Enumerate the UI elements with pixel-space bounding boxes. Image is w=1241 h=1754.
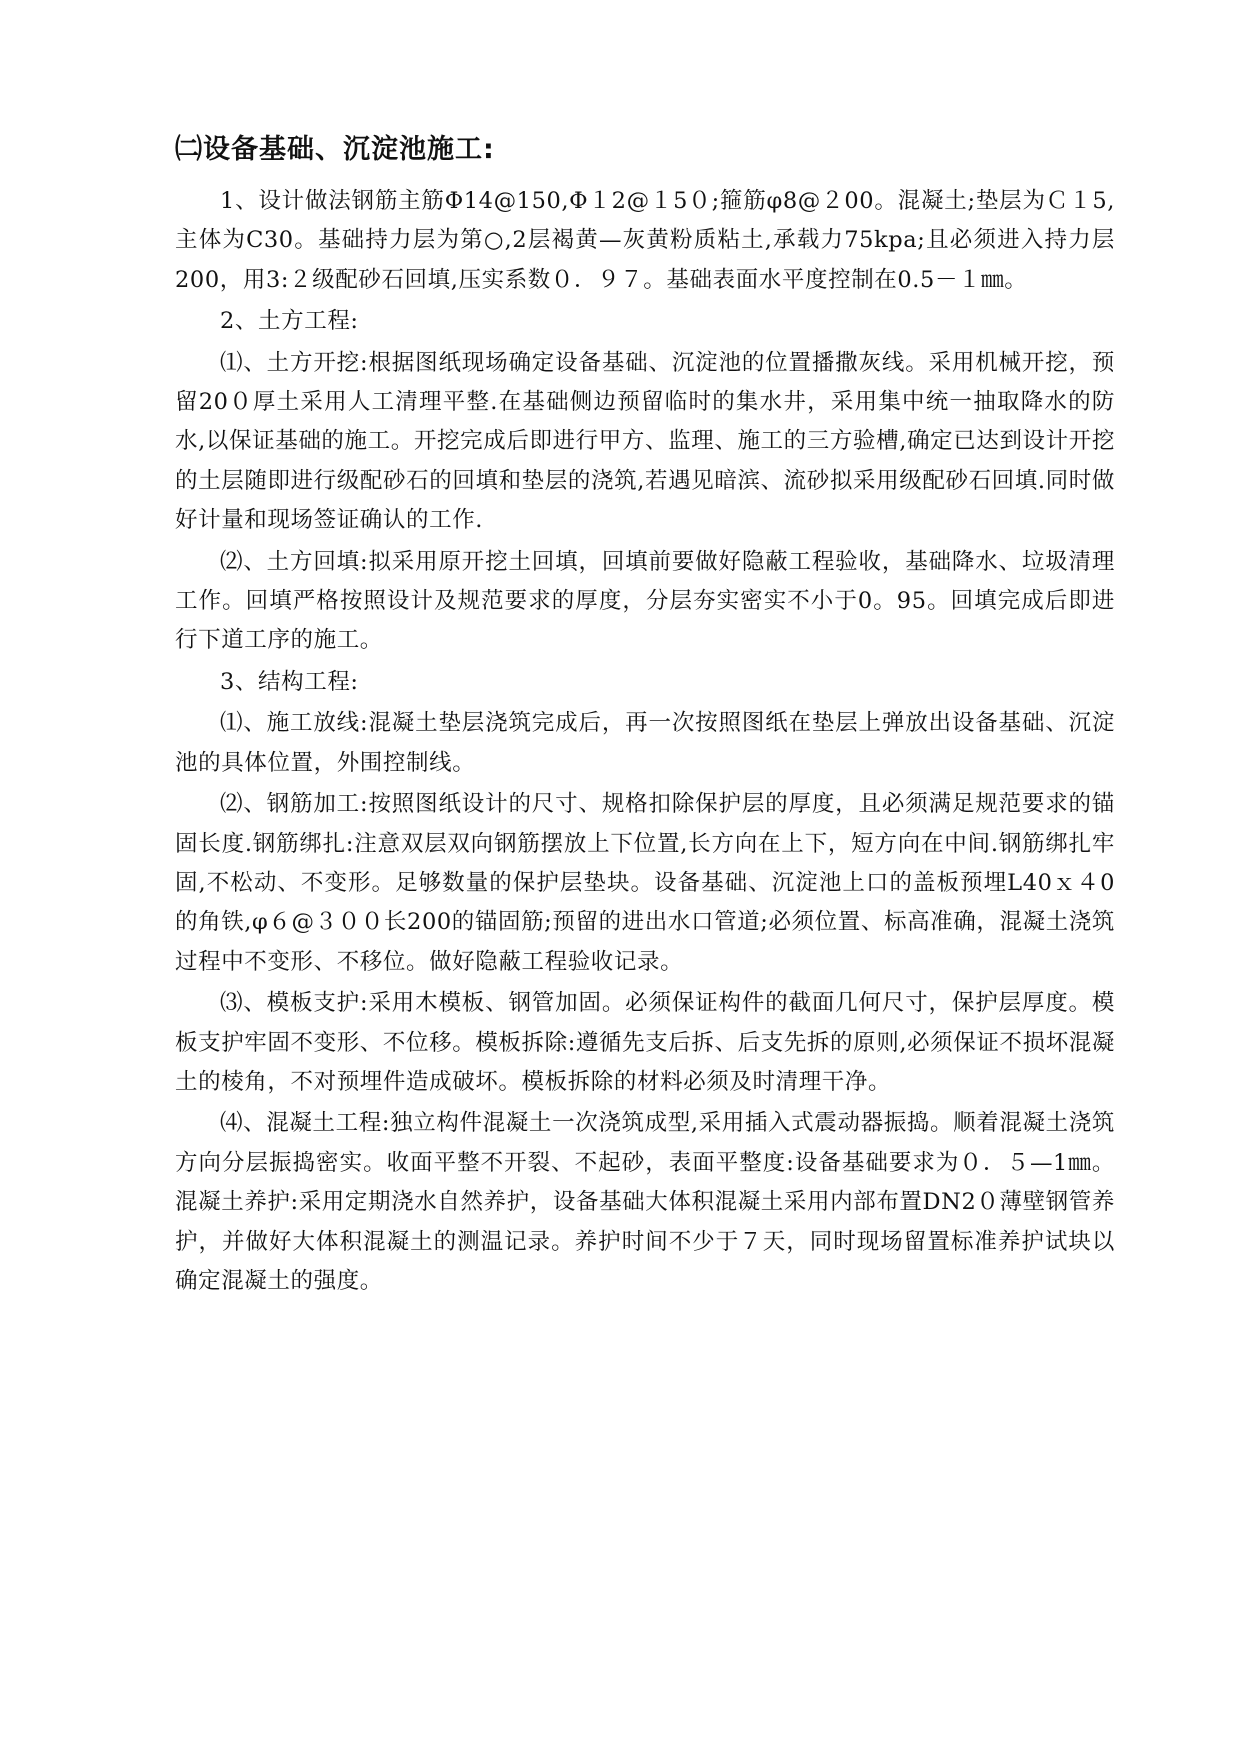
paragraph-structure-title: 3、结构工程: <box>220 668 359 695</box>
paragraph-formwork: ⑶、模板支护:采用木模板、钢管加固。必须保证构件的截面几何尺寸，保护层厚度。模板支护牢固不变形、不位移。模板拆除:遵循先支后拆、后支先拆的原则,必须保证不损坏混凝土的棱角，不对预埋件造成破坏。模板拆除的材料必须及时清理干净。 <box>175 990 1115 1095</box>
paragraph-backfill: ⑵、土方回填:拟采用原开挖土回填，回填前要做好隐蔽工程验收，基础降水、垃圾清理工作。回填严格按照设计及规范要求的厚度，分层夯实密实不小于0。95。回填完成后即进行下道工序的施工。 <box>175 548 1115 654</box>
paragraph-excavation: ⑴、土方开挖:根据图纸现场确定设备基础、沉淀池的位置播撒灰线。采用机械开挖，预留20０厚土采用人工清理平整.在基础侧边预留临时的集水井，采用集中统一抽取降水的防水,以保证基础的施工。开挖完成后即进行甲方、监理、施工的三方验槽,确定已达到设计开挖的土层随即进行级配砂石的回填和垫层的浇筑,若遇见暗滨、流砂拟采用级配砂石回填.同时做好计量和现场签证确认的工作. <box>175 349 1115 534</box>
paragraph-design-method: 1、设计做法钢筋主筋Φ14@150,Φ１2@１5０;箍筋φ8@２00。混凝土;垫层为Ｃ１5,主体为C30。基础持力层为第○,2层褐黄—灰黄粉质粘土,承载力75kpa;且必须进入持力层200，用3:２级配砂石回填,压实系数０．９７。基础表面水平度控制在0.5－１㎜。 <box>175 188 1115 293</box>
paragraph-concrete: ⑷、混凝土工程:独立构件混凝土一次浇筑成型,采用插入式震动器振捣。顺着混凝土浇筑方向分层振捣密实。收面平整不开裂、不起砂，表面平整度:设备基础要求为０．５—1㎜。混凝土养护:采用定期浇水自然养护，设备基础大体积混凝土采用内部布置DN2０薄壁钢管养护，并做好大体积混凝土的测温记录。养护时间不少于７天，同时现场留置标准养护试块以确定混凝土的强度。 <box>175 1110 1115 1294</box>
section-heading: ㈡设备基础、沉淀池施工: <box>175 134 495 165</box>
paragraph-rebar: ⑵、钢筋加工:按照图纸设计的尺寸、规格扣除保护层的厚度，且必须满足规范要求的锚固长度.钢筋绑扎:注意双层双向钢筋摆放上下位置,长方向在上下，短方向在中间.钢筋绑扎牢固,不松动、不变形。足够数量的保护层垫块。设备基础、沉淀池上口的盖板预埋L40ｘ４0的角铁,φ６@３００长200的锚固筋;预留的进出水口管道;必须位置、标高准确，混凝土浇筑过程中不变形、不移位。做好隐蔽工程验收记录。 <box>175 791 1115 975</box>
document-body <box>175 130 1115 1303</box>
paragraph-setting-out: ⑴、施工放线:混凝土垫层浇筑完成后，再一次按照图纸在垫层上弹放出设备基础、沉淀池的具体位置，外围控制线。 <box>175 710 1115 776</box>
paragraph-earthwork-title: 2、土方工程: <box>220 308 359 335</box>
